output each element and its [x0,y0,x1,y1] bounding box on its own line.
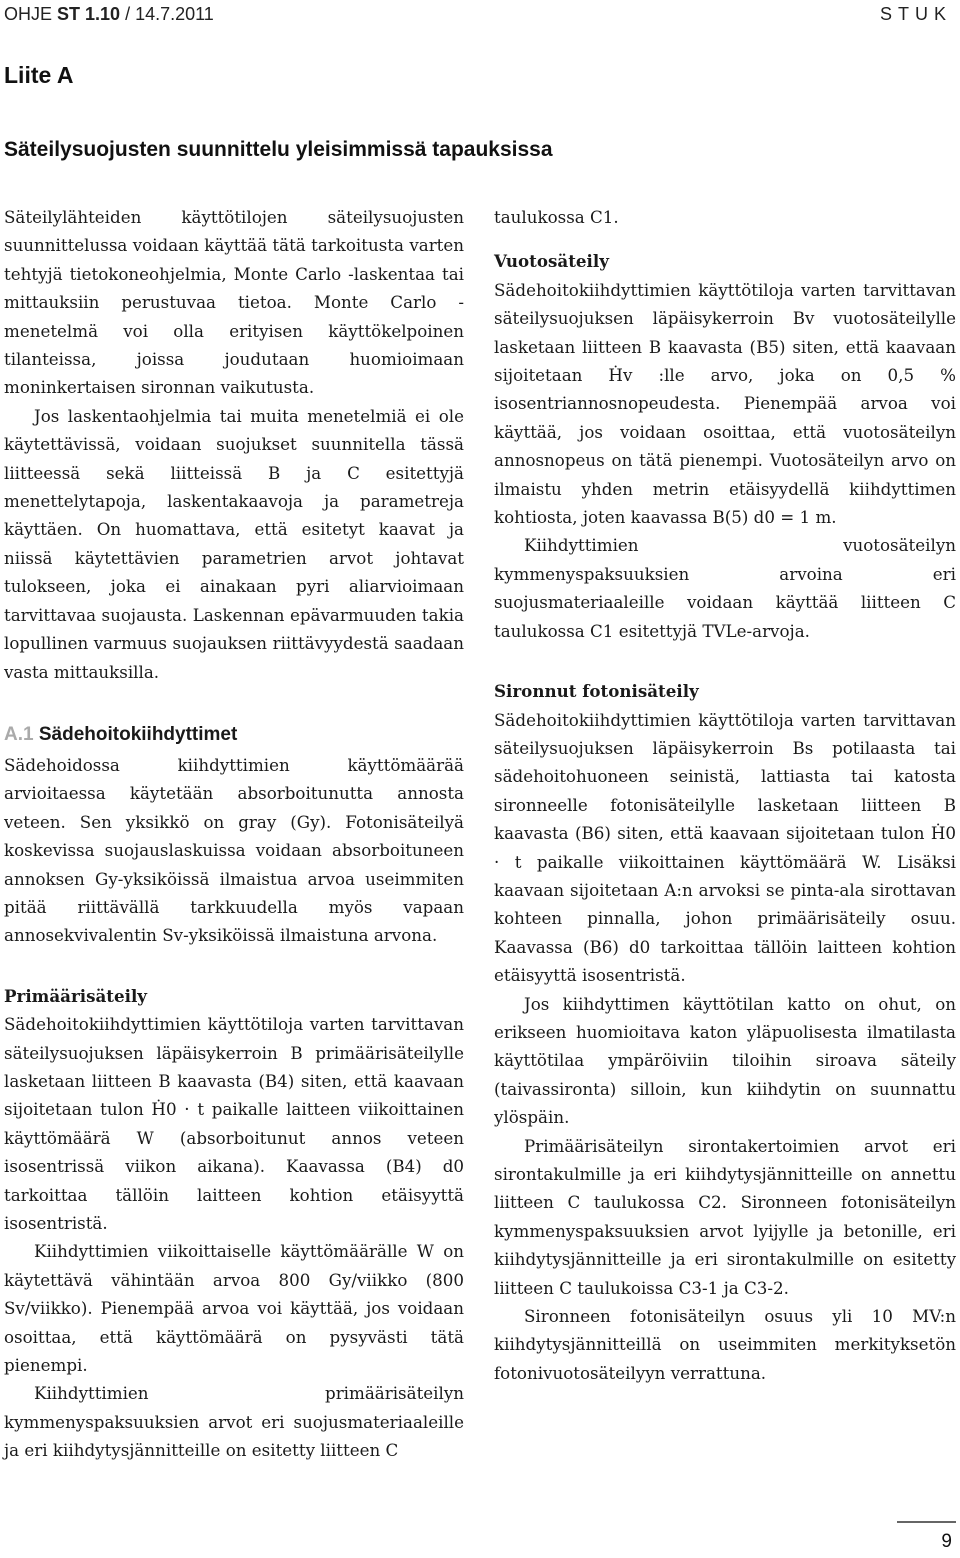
primary-paragraph-2: Kiihdyttimien viikoittaiselle käyttömäärälle W on käytettävä vähintään arvoa 800 Gy/viikko (800 Sv/viikko). Pienempää arvoa voi käyttää, jos voidaan osoittaa, että käyttömäärä on pysyvästi tätä pienempi. [4,1241,464,1376]
primary-paragraph-1: Sädehoitokiihdyttimien käyttötiloja varten tarvittavan säteilysuojuksen läpäisykerroin B primäärisäteilylle lasketaan liitteen B kaavasta (B4) siten, että kaavaan sijoitetaan tulon Ḣ0 · t paikalle laitteen viikoittainen käyttömäärä W (absorboitunut annos veteen isosentrissä viikon aikana). Kaavassa (B4) d0 tarkoittaa tällöin laitteen kohtion etäisyyttä isosentristä. [4,1014,464,1233]
continuation-text: taulukossa C1. [494,207,619,227]
scatter-paragraph-2: Jos kiihdyttimen käyttötilan katto on ohut, on erikseen huomioitava katon yläpuolisesta ilmatilasta käyttötilaa ympäröiviin tiloihin siroava säteily (taivassironta) silloin, kun kiihdytin on suunnattu ylöspäin. [494,993,956,1128]
appendix-label: Liite A [4,62,74,88]
scatter-paragraph-4: Sironneen fotonisäteilyn osuus yli 10 MV:n kiihdytysjännitteillä on useimmiten merkityksetön fotonivuotosäteilyyn verrattuna. [494,1306,956,1383]
scattered-radiation-heading: Sironnut fotonisäteily [494,681,699,702]
header-date: / 14.7.2011 [120,4,214,24]
leakage-paragraph-1: Sädehoitokiihdyttimien käyttötiloja varten tarvittavan säteilysuojuksen läpäisykerroin Bv vuotosäteilylle lasketaan liitteen B kaavasta (B5) siten, että kaavaan sijoitetaan Ḣv :lle arvo, joka on 0,5 % isosentriannosnopeudesta. Pienempää arvoa voi käyttää, jos voidaan osoittaa, että vuotosäteilyn annosnopeus on tätä pienempi. Vuotosäteilyn arvo on ilmaistu yhden metrin etäisyydellä kiihdyttimen kohtiosta, joten kaavassa B(5) d0 = 1 m. [494,279,956,528]
left-column [4,203,464,1465]
header-organization: STUK [879,4,952,24]
section-heading [4,721,464,749]
leakage-radiation-heading: Vuotosäteily [494,251,609,272]
scatter-paragraph-1: Sädehoitokiihdyttimien käyttötiloja varten tarvittavan säteilysuojuksen läpäisykerroin Bs potilaasta tai sädehoitohuoneen seinistä, lattiasta tai katosta sironneelle fotonisäteilylle lasketaan liitteen B kaavasta (B6) siten, että kaavaan sijoitetaan tulon Ḣ0 · t paikalle viikoittainen käyttömäärä W. Lisäksi kaavaan sijoitetaan A:n arvoksi se pinta-ala sirottavan kohteen pinnalla, johon primäärisäteily osuu. Kaavassa (B6) d0 tarkoittaa tällöin laitteen kohtion etäisyyttä isosentristä. [494,709,956,986]
intro-paragraph-2: Jos laskentaohjelmia tai muita menetelmiä ei ole käytettävissä, voidaan suojukset suunnitella tässä liitteessä sekä liitteissä B ja C esitettyjä menettelytapoja, laskentakaavoja ja parametreja käyttäen. On huomattava, että esitetyt kaavat ja niissä käytettävien parametrien arvot johtavat tulokseen, joka ei ainakaan pyri aliarvioimaan tarvittavaa suojausta. Laskennan epävarmuuden takia lopullinen varmuus suojauksen riittävyydestä saadaan vasta mittauksilla. [4,405,464,682]
footer-divider [897,1521,956,1523]
section-title: Sädehoitokiihdyttimet [38,723,238,745]
section-paragraph: Sädehoidossa kiihdyttimien käyttömäärää arvioitaessa käytetään absorboitunutta annosta veteen. Sen yksikkö on gray (Gy). Fotonisäteilyä koskevissa suojauslaskuissa voidaan absorboituneen annoksen Gy-yksiköissä ilmaistua arvoa useimmiten pitää riittävällä tarkkuudella myös vapaan annosekvivalentin Sv-yksiköissä ilmaistuna arvona. [4,754,464,946]
header-guide-prefix: OHJE [4,4,58,24]
intro-paragraph-1: Säteilylähteiden käyttötilojen säteilysuojusten suunnittelussa voidaan käyttää tätä tarkoitusta varten tehtyjä tietokoneohjelmia, Monte Carlo -laskentaa tai mittauksiin perustuvaa tietoa. Monte Carlo -menetelmä voi olla erityisen käyttökelpoinen tilanteissa, joissa joudutaan huomioimaan moninkertaisen sironnan vaikutusta. [4,207,464,398]
header-guide-code: ST 1.10 [57,4,121,24]
page-number: 9 [941,1531,952,1552]
right-column [494,203,956,1387]
section-number: A.1 [4,723,34,745]
page-title: Säteilysuojusten suunnittelu yleisimmissä tapauksissa [4,138,553,161]
scatter-paragraph-3: Primäärisäteilyn sirontakertoimien arvot eri sirontakulmille ja eri kiihdytysjännitteille on annettu liitteen C taulukossa C2. Sironneen fotonisäteilyn kymmenyspaksuuksien arvot lyijylle ja betonille, eri kiihdytysjännitteille ja eri sirontakulmille on esitetty liitteen C taulukoissa C3-1 ja C3-2. [494,1135,956,1298]
primary-paragraph-3: Kiihdyttimien primäärisäteilyn kymmenyspaksuuksien arvot eri suojusmateriaaleille ja eri kiihdytysjännitteille on esitetty liitteen C [4,1383,464,1461]
primary-radiation-heading: Primäärisäteily [4,985,148,1006]
running-header [4,4,214,25]
leakage-paragraph-2: Kiihdyttimien vuotosäteilyn kymmenyspaksuuksien arvoina eri suojusmateriaaleille voidaan käyttää liitteen C taulukossa C1 esitettyjä TVLe-arvoja. [494,535,956,641]
